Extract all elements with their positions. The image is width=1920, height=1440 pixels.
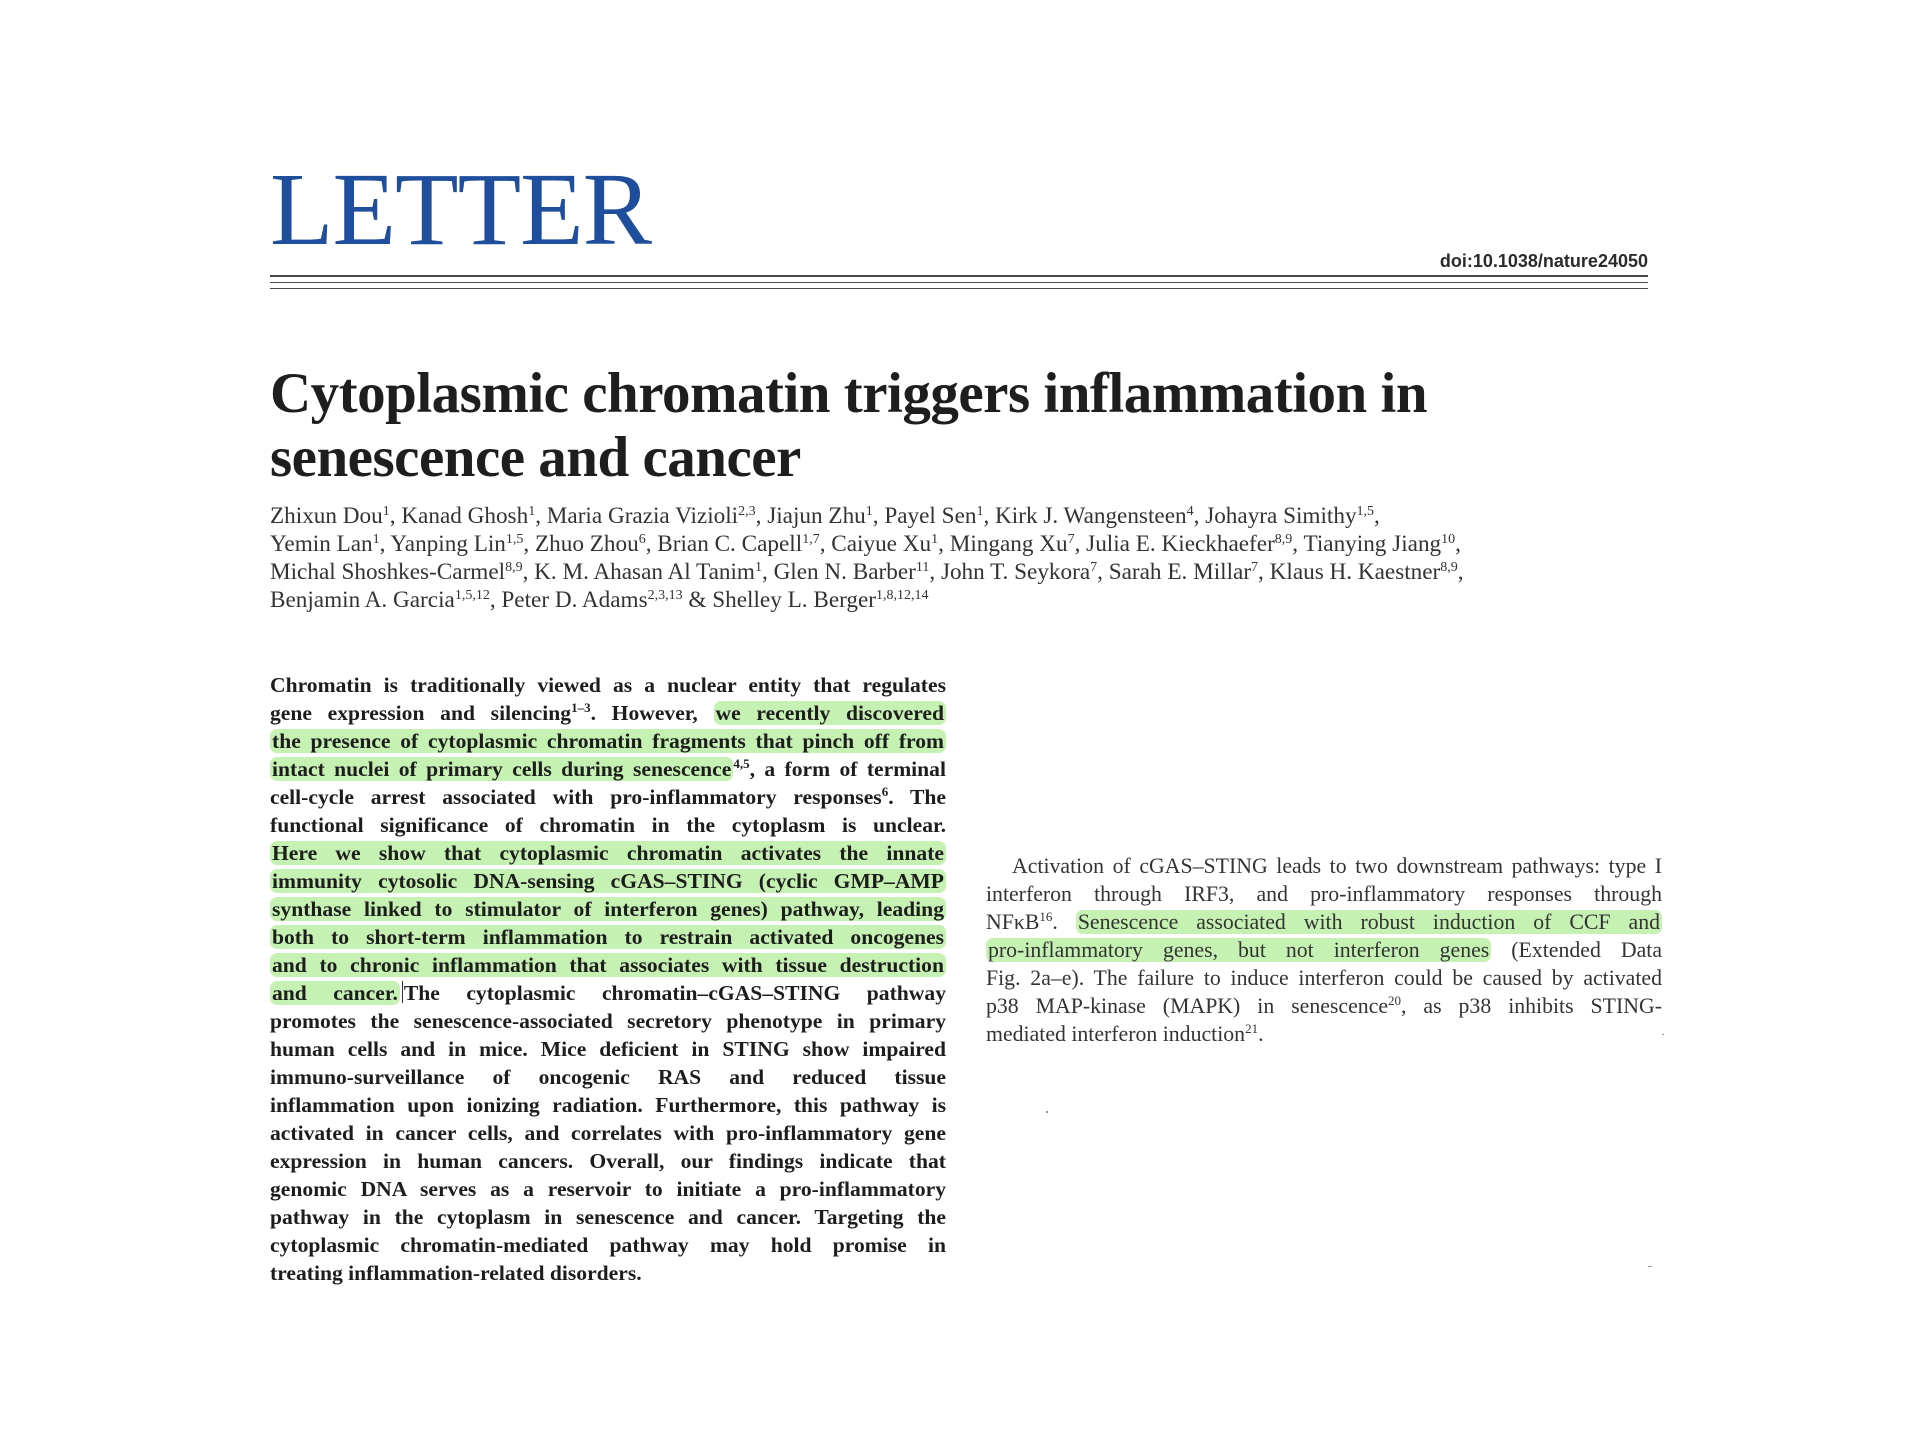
text-line: [270, 1007, 946, 1035]
text-cursor: [402, 981, 403, 1003]
author-name: Sarah E. Millar: [1108, 559, 1252, 585]
citation-ref: 20: [1388, 993, 1401, 1008]
highlighted-text: Senescence associated with robust induction of CCF and: [1077, 910, 1660, 934]
affiliation-ref: 1: [976, 504, 984, 519]
text-line: [986, 992, 1662, 1020]
highlighted-text: Here we show that cytoplasmic chromatin activates the innate: [272, 841, 944, 865]
text-line: [270, 895, 946, 923]
author-name: Klaus H. Kaestner: [1269, 559, 1441, 585]
author-name: Peter D. Adams: [501, 587, 648, 613]
affiliation-ref: 2,3,13: [647, 588, 683, 603]
author-name: Maria Grazia Vizioli: [546, 503, 739, 529]
text-line: [270, 1231, 946, 1259]
text-line: [270, 1175, 946, 1203]
text-run: activated in cancer cells, and correlates with pro-inflammatory gene: [270, 1121, 946, 1145]
highlighted-text: immunity cytosolic DNA-sensing cGAS–STING (cyclic GMP–AMP: [272, 869, 944, 893]
text-run: promotes the senescence-associated secretory phenotype in primary: [270, 1009, 946, 1033]
header-rule: [270, 282, 1648, 283]
author-name: Zhixun Dou: [270, 503, 383, 529]
text-line: [270, 699, 946, 727]
author-name: Julia E. Kieckhaefer: [1086, 531, 1275, 557]
text-run: .: [1052, 910, 1076, 934]
text-line: [270, 1203, 946, 1231]
article-title: [270, 362, 1670, 490]
highlighted-text: synthase linked to stimulator of interferon genes) pathway, leading: [272, 897, 944, 921]
affiliation-ref: 1: [528, 504, 536, 519]
text-run: expression in human cancers. Overall, our findings indicate that: [270, 1149, 946, 1173]
text-line: [270, 951, 946, 979]
affiliation-ref: 1: [931, 532, 939, 547]
text-line: [986, 852, 1662, 880]
text-line: [270, 727, 946, 755]
text-run: , as p38 inhibits STING-: [1401, 994, 1662, 1018]
title-line: senescence and cancer: [270, 426, 801, 489]
text-run: pathway in the cytoplasm in senescence and cancer. Targeting the: [270, 1205, 946, 1229]
author-name: Tianying Jiang: [1303, 531, 1442, 557]
text-line: [270, 1035, 946, 1063]
text-run: cytoplasmic chromatin-mediated pathway may hold promise in: [270, 1233, 946, 1257]
author-name: Yemin Lan: [270, 531, 373, 557]
text-line: [270, 867, 946, 895]
author-name: Payel Sen: [884, 503, 977, 529]
author-name: Kanad Ghosh: [401, 503, 529, 529]
affiliation-ref: 7: [1090, 560, 1098, 575]
text-line: [270, 1147, 946, 1175]
affiliation-ref: 8,9: [1440, 560, 1458, 575]
text-run: functional significance of chromatin in the cytoplasm is unclear.: [270, 813, 946, 837]
affiliation-ref: 6: [638, 532, 646, 547]
affiliation-ref: 7: [1251, 560, 1259, 575]
text-run: p38 MAP-kinase (MAPK) in senescence: [986, 994, 1388, 1018]
text-run: immuno-surveillance of oncogenic RAS and reduced tissue: [270, 1065, 946, 1089]
highlighted-text: pro-inflammatory genes, but not interferon genes: [988, 938, 1490, 962]
affiliation-ref: 1: [382, 504, 390, 519]
scan-speck: [1046, 1111, 1048, 1113]
text-line: [986, 964, 1662, 992]
author-line: Michal Shoshkes-Carmel$^{8,9}$, K. M. Ahasan Al Tanim$^1$, Glen N. Barber$^{11}$, John T. Seykora$^7$, Sarah E. Millar$^7$, Klaus H. Kaestner$^{8,9}$,: [270, 559, 1464, 585]
highlighted-text: we recently discovered: [715, 701, 944, 725]
text-line: [986, 908, 1662, 936]
affiliation-ref: 1: [372, 532, 380, 547]
author-name: Kirk J. Wangensteen: [995, 503, 1187, 529]
text-line: [270, 783, 946, 811]
author-list: [270, 502, 1660, 614]
abstract-paragraph: [270, 671, 946, 1287]
affiliation-ref: 1: [865, 504, 873, 519]
text-line: [986, 1020, 1662, 1048]
text-line: [270, 1119, 946, 1147]
author-name: Zhuo Zhou: [535, 531, 639, 557]
text-run: (Extended Data: [1491, 938, 1662, 962]
author-name: Yanping Lin: [390, 531, 506, 557]
text-run: Fig. 2a–e). The failure to induce interferon could be caused by activated: [986, 966, 1662, 990]
affiliation-ref: 7: [1067, 532, 1075, 547]
affiliation-ref: 11: [915, 560, 930, 575]
citation-ref: 21: [1245, 1021, 1259, 1036]
text-run: interferon through IRF3, and pro-inflammatory responses through: [986, 882, 1662, 906]
affiliation-ref: 1,7: [802, 532, 820, 547]
affiliation-ref: 8,9: [1274, 532, 1293, 547]
scan-speck: [1662, 1034, 1664, 1035]
affiliation-ref: 4: [1186, 504, 1194, 519]
text-line: [270, 1063, 946, 1091]
text-run: genomic DNA serves as a reservoir to initiate a pro-inflammatory: [270, 1177, 946, 1201]
text-run: . However,: [590, 701, 714, 725]
author-name: Shelley L. Berger: [712, 587, 877, 613]
text-run: Activation of cGAS–STING leads to two downstream pathways: type I: [1012, 854, 1662, 878]
author-line: Yemin Lan$^1$, Yanping Lin$^{1,5}$, Zhuo Zhou$^6$, Brian C. Capell$^{1,7}$, Caiyue Xu$^1$, Mingang Xu$^7$, Julia E. Kieckhaefer$^{8,9}$, Tianying Jiang$^{10}$,: [270, 531, 1461, 557]
header-rule: [270, 275, 1648, 277]
affiliation-ref: 1,5: [1356, 504, 1375, 519]
author-name: Benjamin A. Garcia: [270, 587, 455, 613]
author-name: Caiyue Xu: [831, 531, 932, 557]
text-run: inflammation upon ionizing radiation. Furthermore, this pathway is: [270, 1093, 946, 1117]
author-name: Brian C. Capell: [657, 531, 803, 557]
text-line: [270, 923, 946, 951]
highlighted-text: both to short-term inflammation to restrain activated oncogenes: [272, 925, 944, 949]
text-run: human cells and in mice. Mice deficient in STING show impaired: [270, 1037, 946, 1061]
affiliation-ref: 1: [754, 560, 762, 575]
title-line: Cytoplasmic chromatin triggers inflammation in: [270, 362, 1428, 425]
highlighted-text: and cancer.: [272, 981, 398, 1005]
text-line: [270, 1259, 946, 1287]
text-line: [986, 936, 1662, 964]
author-name: Jiajun Zhu: [767, 503, 866, 529]
citation-ref: 1–3: [571, 700, 591, 715]
body-paragraph: [986, 852, 1662, 1048]
author-name: Mingang Xu: [949, 531, 1068, 557]
doi-label[interactable]: doi:10.1038/nature24050: [1439, 251, 1648, 271]
article-type-heading: LETTER: [270, 152, 652, 267]
text-run: cell-cycle arrest associated with pro-inflammatory responses: [270, 785, 882, 809]
text-line: [270, 755, 946, 783]
scan-speck: [1648, 1266, 1652, 1267]
text-line: [270, 811, 946, 839]
text-run: The cytoplasmic chromatin–cGAS–STING pathway: [403, 981, 946, 1005]
affiliation-ref: 2,3: [738, 504, 756, 519]
affiliation-ref: 1,5,12: [454, 588, 490, 603]
highlighted-text: and to chronic inflammation that associates with tissue destruction: [272, 953, 944, 977]
text-line: [270, 979, 946, 1007]
text-run: , a form of terminal: [749, 757, 946, 781]
citation-ref: 4,5: [733, 756, 750, 771]
author-line: Benjamin A. Garcia$^{1,5,12}$, Peter D. Adams$^{2,3,13}$ & Shelley L. Berger$^{1,8,12,14}$: [270, 587, 929, 613]
affiliation-ref: 8,9: [505, 560, 523, 575]
text-line: [270, 839, 946, 867]
text-line: [270, 1091, 946, 1119]
citation-ref: 6: [881, 784, 889, 799]
author-name: Michal Shoshkes-Carmel: [270, 559, 506, 585]
text-run: mediated interferon induction: [986, 1022, 1246, 1046]
text-line: [270, 671, 946, 699]
affiliation-ref: 10: [1441, 532, 1456, 547]
author-name: Glen N. Barber: [773, 559, 916, 585]
highlighted-text: the presence of cytoplasmic chromatin fragments that pinch off from: [272, 729, 944, 753]
affiliation-ref: 1,5: [505, 532, 524, 547]
highlighted-text: intact nuclei of primary cells during senescence: [272, 757, 732, 781]
text-run: Chromatin is traditionally viewed as a nuclear entity that regulates: [270, 673, 946, 697]
text-run: treating inflammation-related disorders.: [270, 1261, 642, 1285]
author-line: Zhixun Dou$^1$, Kanad Ghosh$^1$, Maria Grazia Vizioli$^{2,3}$, Jiajun Zhu$^1$, Payel Sen$^1$, Kirk J. Wangensteen$^4$, Johayra Simithy$^{1,5}$,: [270, 503, 1380, 529]
text-run: gene expression and silencing: [270, 701, 572, 725]
author-name: K. M. Ahasan Al Tanim: [534, 559, 755, 585]
author-name: Johayra Simithy: [1205, 503, 1357, 529]
affiliation-ref: 1,8,12,14: [876, 588, 929, 603]
text-run: . The: [888, 785, 946, 809]
text-line: [986, 880, 1662, 908]
text-run: NFκB: [986, 910, 1040, 934]
author-name: John T. Seykora: [940, 559, 1091, 585]
text-run: .: [1258, 1022, 1264, 1046]
citation-ref: 16: [1039, 909, 1053, 924]
header-rule: [270, 288, 1648, 289]
